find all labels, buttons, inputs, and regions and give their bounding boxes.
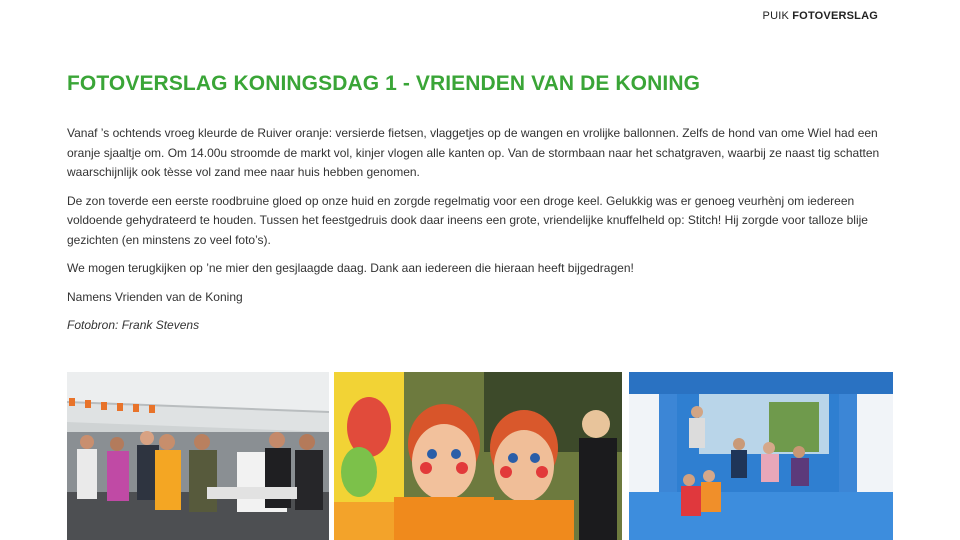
photo-gallery	[67, 372, 893, 540]
article-body	[67, 124, 887, 345]
gallery-photo-tent-crowd[interactable]	[67, 372, 329, 540]
brand-bold: FOTOVERSLAG	[792, 10, 878, 22]
brand-light: PUIK	[762, 10, 793, 22]
article-signature: Namens Vrienden van de Koning	[67, 289, 243, 304]
page-title: FOTOVERSLAG KONINGSDAG 1 - VRIENDEN VAN DE KONING	[67, 72, 701, 95]
article-paragraph-3: We mogen terugkijken op ’ne mier den gesjlaagde daag. Dank aan iedereen die hieraan heeft bijgedragen!	[67, 261, 634, 275]
photo-credit: Fotobron: Frank Stevens	[67, 318, 200, 332]
site-brand[interactable]	[763, 10, 878, 22]
gallery-photo-bouncy-castle[interactable]	[629, 372, 893, 540]
gallery-photo-facepaint-kids[interactable]	[334, 372, 622, 540]
article-paragraph-2: De zon toverde een eerste roodbruine gloed op onze huid en zorgde regelmatig voor een droge keel. Gelukkig was er genoeg veurhènj om iedereen voldoende gehydrateerd te houden. Tussen het feestgedruis dook daar ineens een grote, vriendelijke knuffelheld op: Stitch! Hij zorgde voor talloze blije gezichten (en minstens zo veel foto’s).	[67, 193, 868, 247]
article-paragraph-1: Vanaf ’s ochtends vroeg kleurde de Ruiver oranje: versierde fietsen, vlaggetjes op de wangen en vrolijke ballonnen. Zelfs de hond van ome Wiel had een oranje sjaaltje om. Om 14.00u stroomde de markt vol, kinjer vlogen alle kanten op. Van de stormbaan naar het schatgraven, waarbij ze naast tig schatten waarschijnlijk ook tèsse vol zand mee naar huis hebben genomen.	[67, 126, 880, 179]
